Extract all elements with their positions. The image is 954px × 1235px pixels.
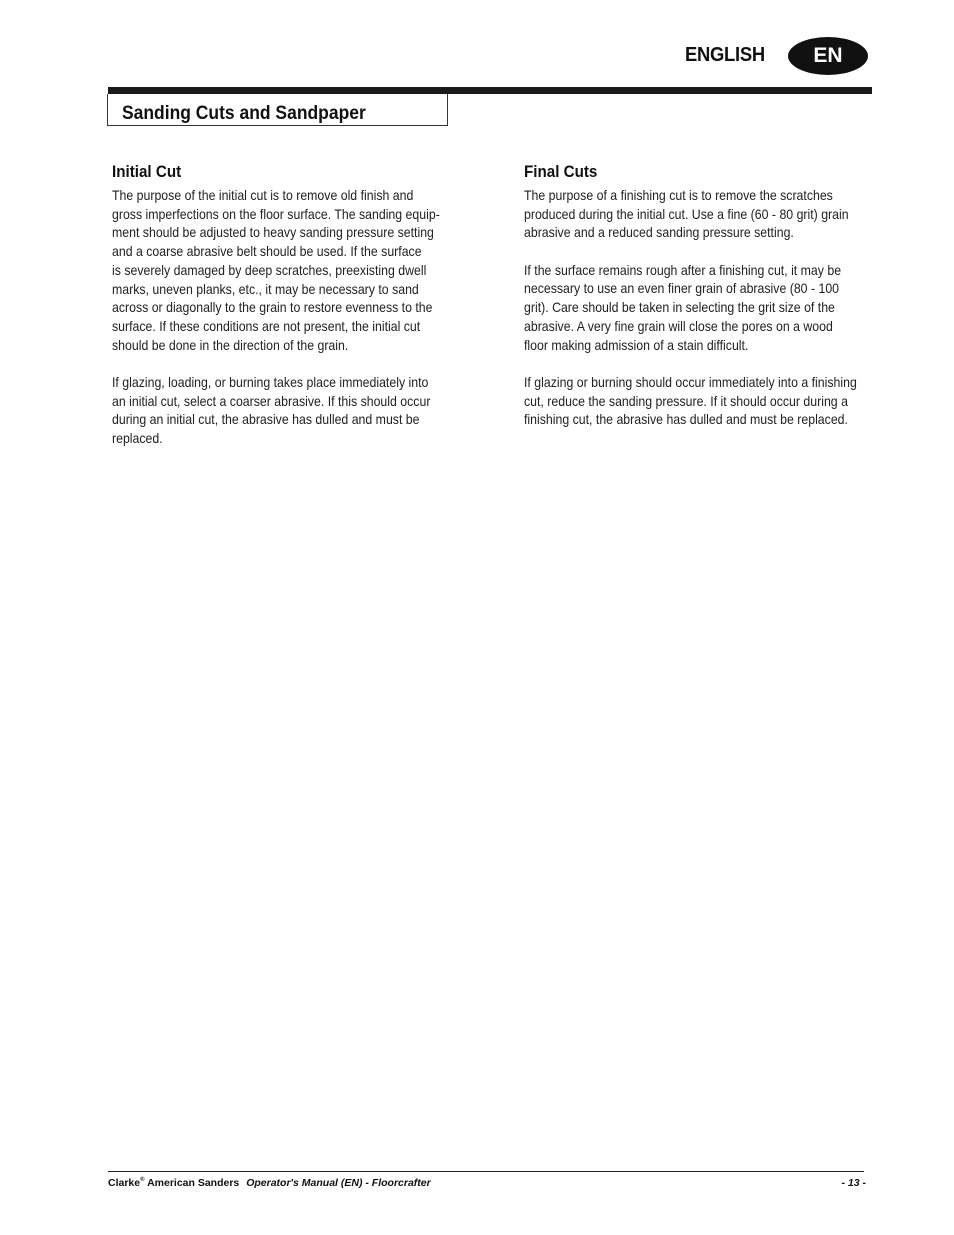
footer-manual-title: Operator's Manual (EN) - Floorcrafter <box>246 1177 431 1189</box>
text-line: should be done in the direction of the grain. <box>112 336 349 353</box>
paragraph <box>524 186 884 242</box>
subsection-body <box>524 186 884 429</box>
subsection-heading: Final Cuts <box>524 163 598 181</box>
language-label: ENGLISH <box>685 44 765 66</box>
language-badge: EN <box>788 37 868 75</box>
text-line: across or diagonally to the grain to restore evenness to the <box>112 299 433 316</box>
page-number: - 13 - <box>841 1177 866 1189</box>
column-final-cuts <box>524 163 884 448</box>
text-line: replaced. <box>112 430 163 447</box>
text-line: abrasive and a reduced sanding pressure setting. <box>524 224 794 241</box>
text-line: The purpose of a finishing cut is to remove the scratches <box>524 187 833 203</box>
text-line: floor making admission of a stain difficult. <box>524 336 749 353</box>
text-line: is severely damaged by deep scratches, preexisting dwell <box>112 261 427 278</box>
column-initial-cut <box>112 163 472 466</box>
subsection-body <box>112 186 472 448</box>
text-line: during an initial cut, the abrasive has dulled and must be <box>112 411 420 428</box>
text-line: gross imperfections on the floor surface. The sanding equip- <box>112 205 440 222</box>
paragraph <box>112 186 472 354</box>
footer-manual-credit <box>108 1177 431 1189</box>
footer-brand: Clarke <box>108 1177 141 1189</box>
subsection-heading: Initial Cut <box>112 163 182 181</box>
footer-rule <box>108 1171 864 1172</box>
text-line: and a coarse abrasive belt should be used. If the surface <box>112 243 422 260</box>
text-line: abrasive. A very fine grain will close the pores on a wood <box>524 317 833 334</box>
text-line: If glazing, loading, or burning takes place immediately into <box>112 373 429 390</box>
paragraph <box>524 261 884 355</box>
text-line: If glazing or burning should occur immediately into a finishing <box>524 373 857 390</box>
text-line: an initial cut, select a coarser abrasive. If this should occur <box>112 392 431 409</box>
footer <box>108 1177 866 1193</box>
footer-company: American Sanders <box>147 1177 240 1189</box>
text-line: grit). Care should be taken in selecting the grit size of the <box>524 299 835 316</box>
text-line: produced during the initial cut. Use a fine (60 - 80 grit) grain <box>524 205 849 222</box>
paragraph <box>524 373 884 429</box>
text-line: finishing cut, the abrasive has dulled and must be replaced. <box>524 411 848 428</box>
text-line: cut, reduce the sanding pressure. If it should occur during a <box>524 392 848 409</box>
section-title: Sanding Cuts and Sandpaper <box>122 103 366 124</box>
text-line: necessary to use an even finer grain of abrasive (80 - 100 <box>524 280 840 297</box>
text-line: The purpose of the initial cut is to remove old finish and <box>112 187 414 203</box>
registered-mark: ® <box>140 1177 145 1183</box>
text-line: marks, uneven planks, etc., it may be necessary to sand <box>112 280 419 297</box>
header-rule <box>108 87 872 94</box>
text-line: surface. If these conditions are not present, the initial cut <box>112 317 421 334</box>
text-line: If the surface remains rough after a finishing cut, it may be <box>524 261 842 278</box>
text-line: ment should be adjusted to heavy sanding pressure setting <box>112 224 434 241</box>
paragraph <box>112 373 472 448</box>
